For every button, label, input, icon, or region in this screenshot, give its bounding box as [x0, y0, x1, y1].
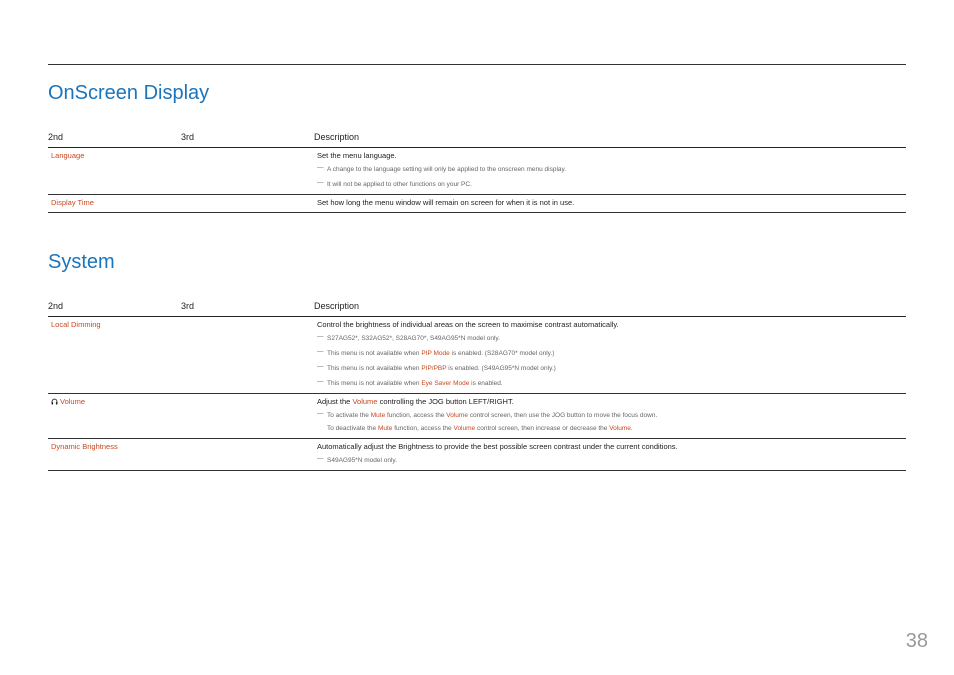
table-row-language — [48, 148, 906, 195]
header-description: Description — [314, 301, 360, 311]
table-row-volume — [48, 394, 906, 439]
note — [317, 334, 906, 343]
text: function, access the — [385, 412, 447, 419]
note — [317, 165, 906, 174]
text: control screen, then use the JOG button to move the focus down. — [467, 412, 658, 419]
header-2nd: 2nd — [48, 301, 64, 311]
table-header — [48, 130, 906, 148]
highlight-mute: Mute — [377, 425, 393, 432]
header-3rd: 3rd — [181, 132, 195, 142]
note-text: is enabled. (S28AG70* model only.) — [449, 350, 555, 357]
note-text: This menu is not available when — [327, 380, 422, 387]
highlight-pip-pbp: PIP/PBP — [421, 365, 447, 372]
highlight-eye-saver-mode: Eye Saver Mode — [421, 380, 470, 387]
note-marker: ― — [317, 363, 324, 370]
headphones-icon — [51, 398, 58, 405]
note-text: It will not be applied to other functions on your PC. — [327, 181, 472, 188]
table-header — [48, 299, 906, 317]
table-row-display-time — [48, 195, 906, 213]
section-title-system: System — [48, 251, 115, 273]
note-text: is enabled. — [469, 380, 503, 387]
page-number: 38 — [905, 630, 928, 652]
description-text: Automatically adjust the Brightness to provide the best possible screen contrast under the current conditions. — [317, 442, 678, 451]
highlight-volume: Volume — [446, 412, 468, 419]
note-marker: ― — [317, 455, 324, 462]
menu-item-dynamic-brightness: Dynamic Brightness — [51, 442, 118, 451]
section-title-onscreen-display: OnScreen Display — [48, 82, 210, 104]
onscreen-display-table — [48, 130, 906, 213]
note-text: S27AG52*, S32AG52*, S28AG70*, S49AG95*N model only. — [327, 335, 500, 342]
note-text: This menu is not available when — [327, 365, 422, 372]
note — [317, 379, 906, 388]
note-marker: ― — [317, 333, 324, 340]
note — [317, 411, 906, 433]
header-3rd: 3rd — [181, 301, 195, 311]
note — [317, 349, 906, 358]
note-line-2 — [327, 424, 906, 433]
note-marker: ― — [317, 164, 324, 171]
menu-item-display-time: Display Time — [51, 198, 94, 207]
table-row-local-dimming — [48, 317, 906, 394]
text: Adjust the — [317, 397, 353, 406]
highlight-mute: Mute — [370, 412, 386, 419]
note — [317, 180, 906, 189]
highlight-volume: Volume — [352, 397, 378, 406]
description-dynamic-brightness — [317, 442, 906, 465]
note-marker: ― — [317, 410, 324, 417]
description-text: Set how long the menu window will remain on screen for when it is not in use. — [317, 198, 575, 207]
note-marker: ― — [317, 348, 324, 355]
highlight-volume: Volume — [609, 425, 631, 432]
text: . — [630, 425, 633, 432]
description-language — [317, 151, 906, 189]
note-marker: ― — [317, 378, 324, 385]
highlight-volume: Volume — [453, 425, 476, 432]
header-2nd: 2nd — [48, 132, 64, 142]
note-text: A change to the language setting will only be applied to the onscreen menu display. — [327, 166, 567, 173]
note-marker: ― — [317, 179, 324, 186]
system-table — [48, 299, 906, 471]
menu-item-volume-label: Volume — [60, 397, 86, 406]
text: controlling the JOG button LEFT/RIGHT. — [377, 397, 514, 406]
description-text: Set the menu language. — [317, 151, 397, 160]
description-text: Control the brightness of individual areas on the screen to maximise contrast automatically. — [317, 320, 619, 329]
text: To activate the — [327, 412, 371, 419]
note-text: is enabled. (S49AG95*N model only.) — [446, 365, 556, 372]
text: function, access the — [392, 425, 454, 432]
menu-item-language: Language — [51, 151, 85, 160]
note — [317, 364, 906, 373]
note-text: S49AG95*N model only. — [327, 457, 397, 464]
note-text: This menu is not available when — [327, 350, 422, 357]
header-description: Description — [314, 132, 360, 142]
note — [317, 456, 906, 465]
description-display-time — [317, 198, 906, 208]
table-row-dynamic-brightness — [48, 439, 906, 471]
description-text — [317, 397, 906, 407]
menu-item-volume — [51, 397, 85, 407]
menu-item-local-dimming: Local Dimming — [51, 320, 101, 329]
description-volume — [317, 397, 906, 433]
highlight-pip-mode: PIP Mode — [421, 350, 450, 357]
text: control screen, then increase or decrease the — [475, 425, 610, 432]
description-local-dimming — [317, 320, 906, 388]
note-line-1 — [327, 411, 906, 420]
text: To deactivate the — [327, 425, 378, 432]
top-rule — [48, 64, 906, 65]
